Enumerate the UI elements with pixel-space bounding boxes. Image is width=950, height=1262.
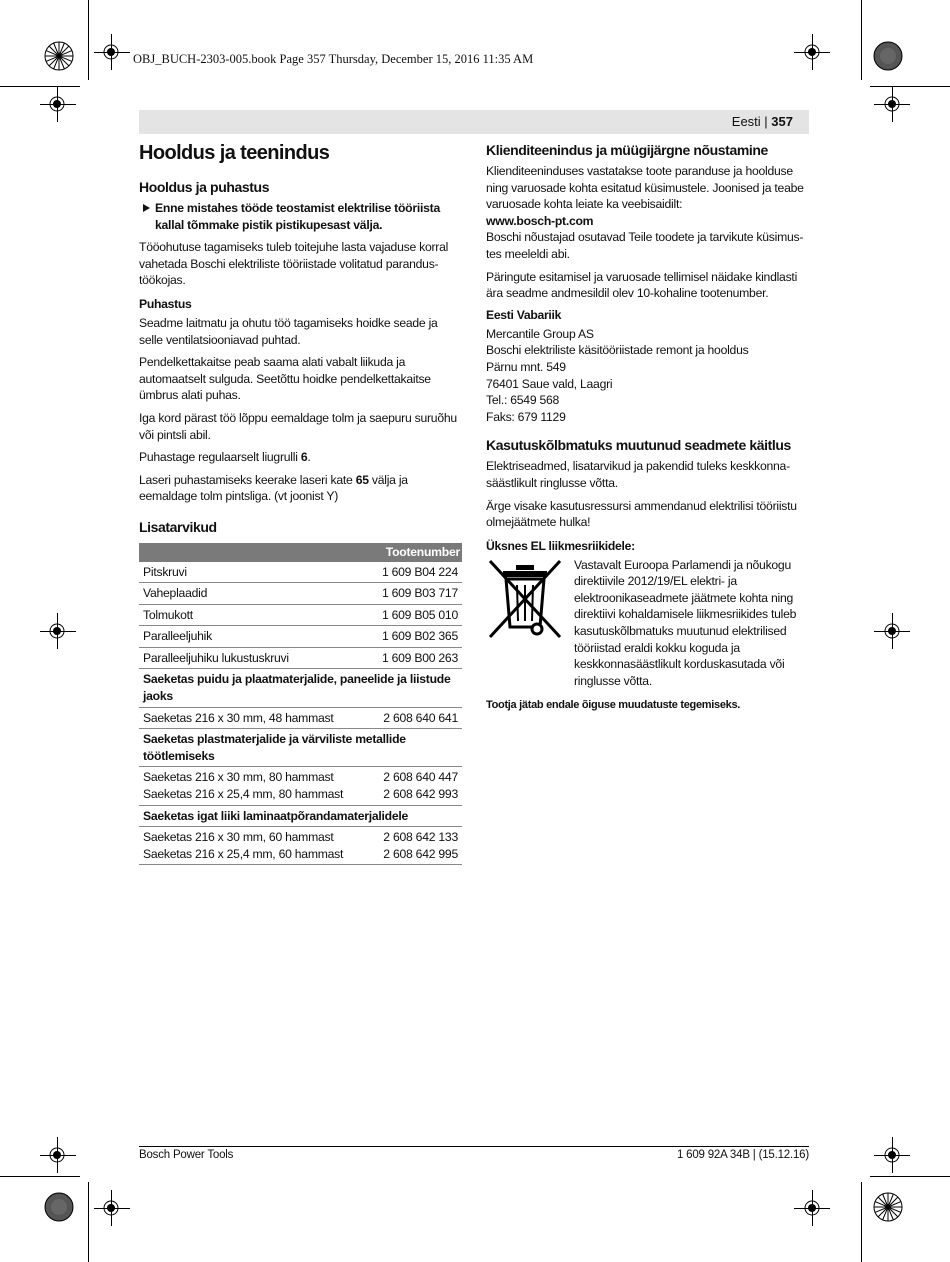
text-span: välja ja eemaldage tolm pintsliga. (vt joonist Y) [139, 472, 408, 504]
address-line: Tel.: 6549 568 [486, 393, 560, 408]
item-number: 2 608 640 641 [364, 707, 462, 729]
text-span: Puhastage regulaarselt liugrulli [139, 450, 301, 465]
service-paragraph: Klienditeeninduses vastatakse toote paranduse ja hoolduse ning varuosade kohta esitatud küsimustele. Joonised ja teabe varuosade kohta leiate ka veebisaidilt: [486, 164, 804, 212]
cleaning-paragraph [139, 472, 462, 505]
registration-mark-icon [801, 1197, 823, 1219]
footnote: Tootja jätab endale õiguse muudatuste tegemiseks. [486, 699, 741, 712]
item-number: 2 608 640 447 [383, 770, 458, 785]
item-name: Paralleeljuhik [139, 626, 364, 648]
table-row [139, 604, 462, 626]
print-slug: OBJ_BUCH-2303-005.book Page 357 Thursday, December 15, 2016 11:35 AM [133, 52, 534, 66]
item-number: 2 608 642 993 [364, 786, 462, 805]
group-label: Saeketas plastmaterjalide ja värviliste metallide töötlemiseks [139, 729, 462, 767]
item-name: Saeketas 216 x 30 mm, 60 hammast [143, 830, 334, 845]
crossed-out-bin-icon [486, 557, 564, 641]
accessories-table [139, 543, 462, 866]
table-row [139, 767, 462, 786]
item-name: Saeketas 216 x 25,4 mm, 80 hammast [139, 786, 364, 805]
page-number: 357 [771, 114, 793, 129]
warning-bullet: Enne mistahes tööde teostamist elektrilise tööriista kallal tõmmake pistik pistikupesast välja. [139, 200, 462, 233]
gray-target-icon [873, 41, 903, 71]
eu-text: Vastavalt Euroopa Parlamendi ja nõukogu direktiivile 2012/19/EL elektri- ja elektroonikaseadmete jäätmete kohta ning direktiivi kohaldamisele liikmesriikides tuleb kasutuskõlbmatuks muutunud elektrilised tööriistad eraldi kokku koguda ja keskkonnasäästlikult korduskasutada või ringlusse võtta. [574, 557, 797, 688]
item-name: Paralleeljuhiku lukustuskruvi [139, 647, 364, 669]
group-row [139, 805, 462, 827]
text-span: Laseri puhastamiseks keerake laseri kate [139, 472, 356, 487]
address-line: 76401 Saue vald, Laagri [486, 376, 613, 391]
page-title: Hooldus ja teenindus [139, 142, 330, 164]
address-line: Mercantile Group AS [486, 326, 594, 341]
service-paragraph: Päringute esitamisel ja varuosade tellimisel näidake kindlasti ära seadme andmesildil olev 10-kohaline tootenumber. [486, 269, 798, 301]
item-number: 1 609 B00 263 [364, 647, 462, 669]
disposal-paragraph: Ärge visake kasutusressursi ammendanud elektrilisi tööriistu olmejäätmete hulka! [486, 498, 797, 530]
accessories-heading: Lisatarvikud [139, 518, 217, 535]
table-row [139, 707, 462, 729]
group-row [139, 729, 462, 767]
item-name: Saeketas 216 x 30 mm, 80 hammast [143, 770, 334, 785]
item-number: 1 609 B02 365 [364, 626, 462, 648]
header-bar [139, 110, 809, 134]
eu-heading: Üksnes EL liikmesriikidele: [486, 538, 635, 553]
safety-text: Tööohutuse tagamiseks tuleb toitejuhe lasta vajaduse korral vahetada Boschi elektriliste tööriistade volitatud parandustöökojas. [139, 240, 449, 288]
table-row [139, 786, 462, 805]
cleaning-paragraph: Seadme laitmatu ja ohutu töö tagamiseks hoidke seade ja selle ventilatsiooniavad puhtad. [139, 315, 438, 347]
cleaning-paragraph: Iga kord pärast töö lõppu eemaldage tolm ja saepuru suruõhu või pintsli abil. [139, 410, 457, 442]
registration-mark-icon [881, 93, 903, 115]
item-number: 1 609 B05 010 [364, 604, 462, 626]
country-heading: Eesti Vabariik [486, 307, 562, 322]
item-number: 1 609 B03 717 [364, 583, 462, 605]
care-heading: Hooldus ja puhastus [139, 179, 270, 195]
footer-doc-number: 1 609 92A 34B | (15.12.16) [676, 1149, 809, 1161]
table-header-row [139, 543, 462, 562]
registration-mark-icon [801, 41, 823, 63]
registration-mark-icon [46, 1144, 68, 1166]
item-name: Tolmukott [139, 604, 364, 626]
service-heading: Klienditeenindus ja müügijärgne nõustamine [486, 142, 768, 158]
table-header-cell: Tootenumber [139, 543, 462, 562]
disposal-heading: Kasutuskõlbmatuks muutunud seadmete käitlus [486, 437, 791, 454]
registration-mark-icon [881, 620, 903, 642]
group-label: Saeketas puidu ja plaatmaterjalide, paneelide ja liistude jaoks [139, 669, 462, 707]
table-row [139, 647, 462, 669]
table-row [139, 846, 462, 865]
right-column [486, 140, 809, 711]
registration-mark-icon [100, 1197, 122, 1219]
group-label: Saeketas igat liiki laminaatpõrandamaterjalidele [139, 805, 462, 827]
gray-target-icon [44, 1192, 74, 1222]
item-number: 1 609 B04 224 [364, 562, 462, 583]
ref-number: 6 [300, 450, 308, 465]
footer-brand: Bosch Power Tools [139, 1149, 234, 1161]
table-row [139, 583, 462, 605]
registration-mark-icon [46, 93, 68, 115]
item-name: Vaheplaadid [139, 583, 364, 605]
service-url: www.bosch-pt.com [486, 213, 594, 228]
cleaning-paragraph: Pendelkettakaitse peab saama alati vabalt liikuda ja automaatselt sulguda. Seetõttu hoidke pendelkettakaitse ümbrus alati puhas. [139, 355, 431, 403]
left-column [139, 140, 462, 865]
item-number: 2 608 642 133 [383, 830, 458, 845]
table-row [139, 827, 462, 846]
registration-mark-icon [100, 41, 122, 63]
weee-block [486, 557, 809, 690]
starburst-target-icon [44, 41, 74, 71]
footer [139, 1146, 809, 1161]
address-block [486, 326, 809, 426]
disposal-paragraph: Elektriseadmed, lisatarvikud ja pakendid tuleks keskkonnasäästlikult ringlusse võtta. [486, 459, 791, 490]
address-line: Faks: 679 1129 [486, 409, 566, 424]
registration-mark-icon [881, 1144, 903, 1166]
service-paragraph: Boschi nõustajad osutavad Teile toodete ja tarvikute küsimustes meeleldi abi. [486, 230, 804, 261]
group-row [139, 669, 462, 707]
address-line: Pärnu mnt. 549 [486, 359, 566, 374]
ref-number: 65 [355, 472, 369, 487]
item-name: Saeketas 216 x 25,4 mm, 60 hammast [139, 846, 364, 865]
header-language: Eesti [731, 114, 761, 129]
item-name: Saeketas 216 x 30 mm, 48 hammast [139, 707, 364, 729]
cleaning-paragraph [139, 449, 462, 466]
cleaning-heading: Puhastus [139, 296, 192, 311]
page-label: Eesti | 357 [731, 114, 793, 129]
starburst-target-icon [873, 1192, 903, 1222]
item-number: 2 608 642 995 [364, 846, 462, 865]
registration-mark-icon [46, 620, 68, 642]
table-row [139, 626, 462, 648]
table-row [139, 562, 462, 583]
text-span: . [307, 450, 311, 465]
item-name: Pitskruvi [139, 562, 364, 583]
address-line: Boschi elektriliste käsitööriistade remont ja hooldus [486, 343, 749, 358]
